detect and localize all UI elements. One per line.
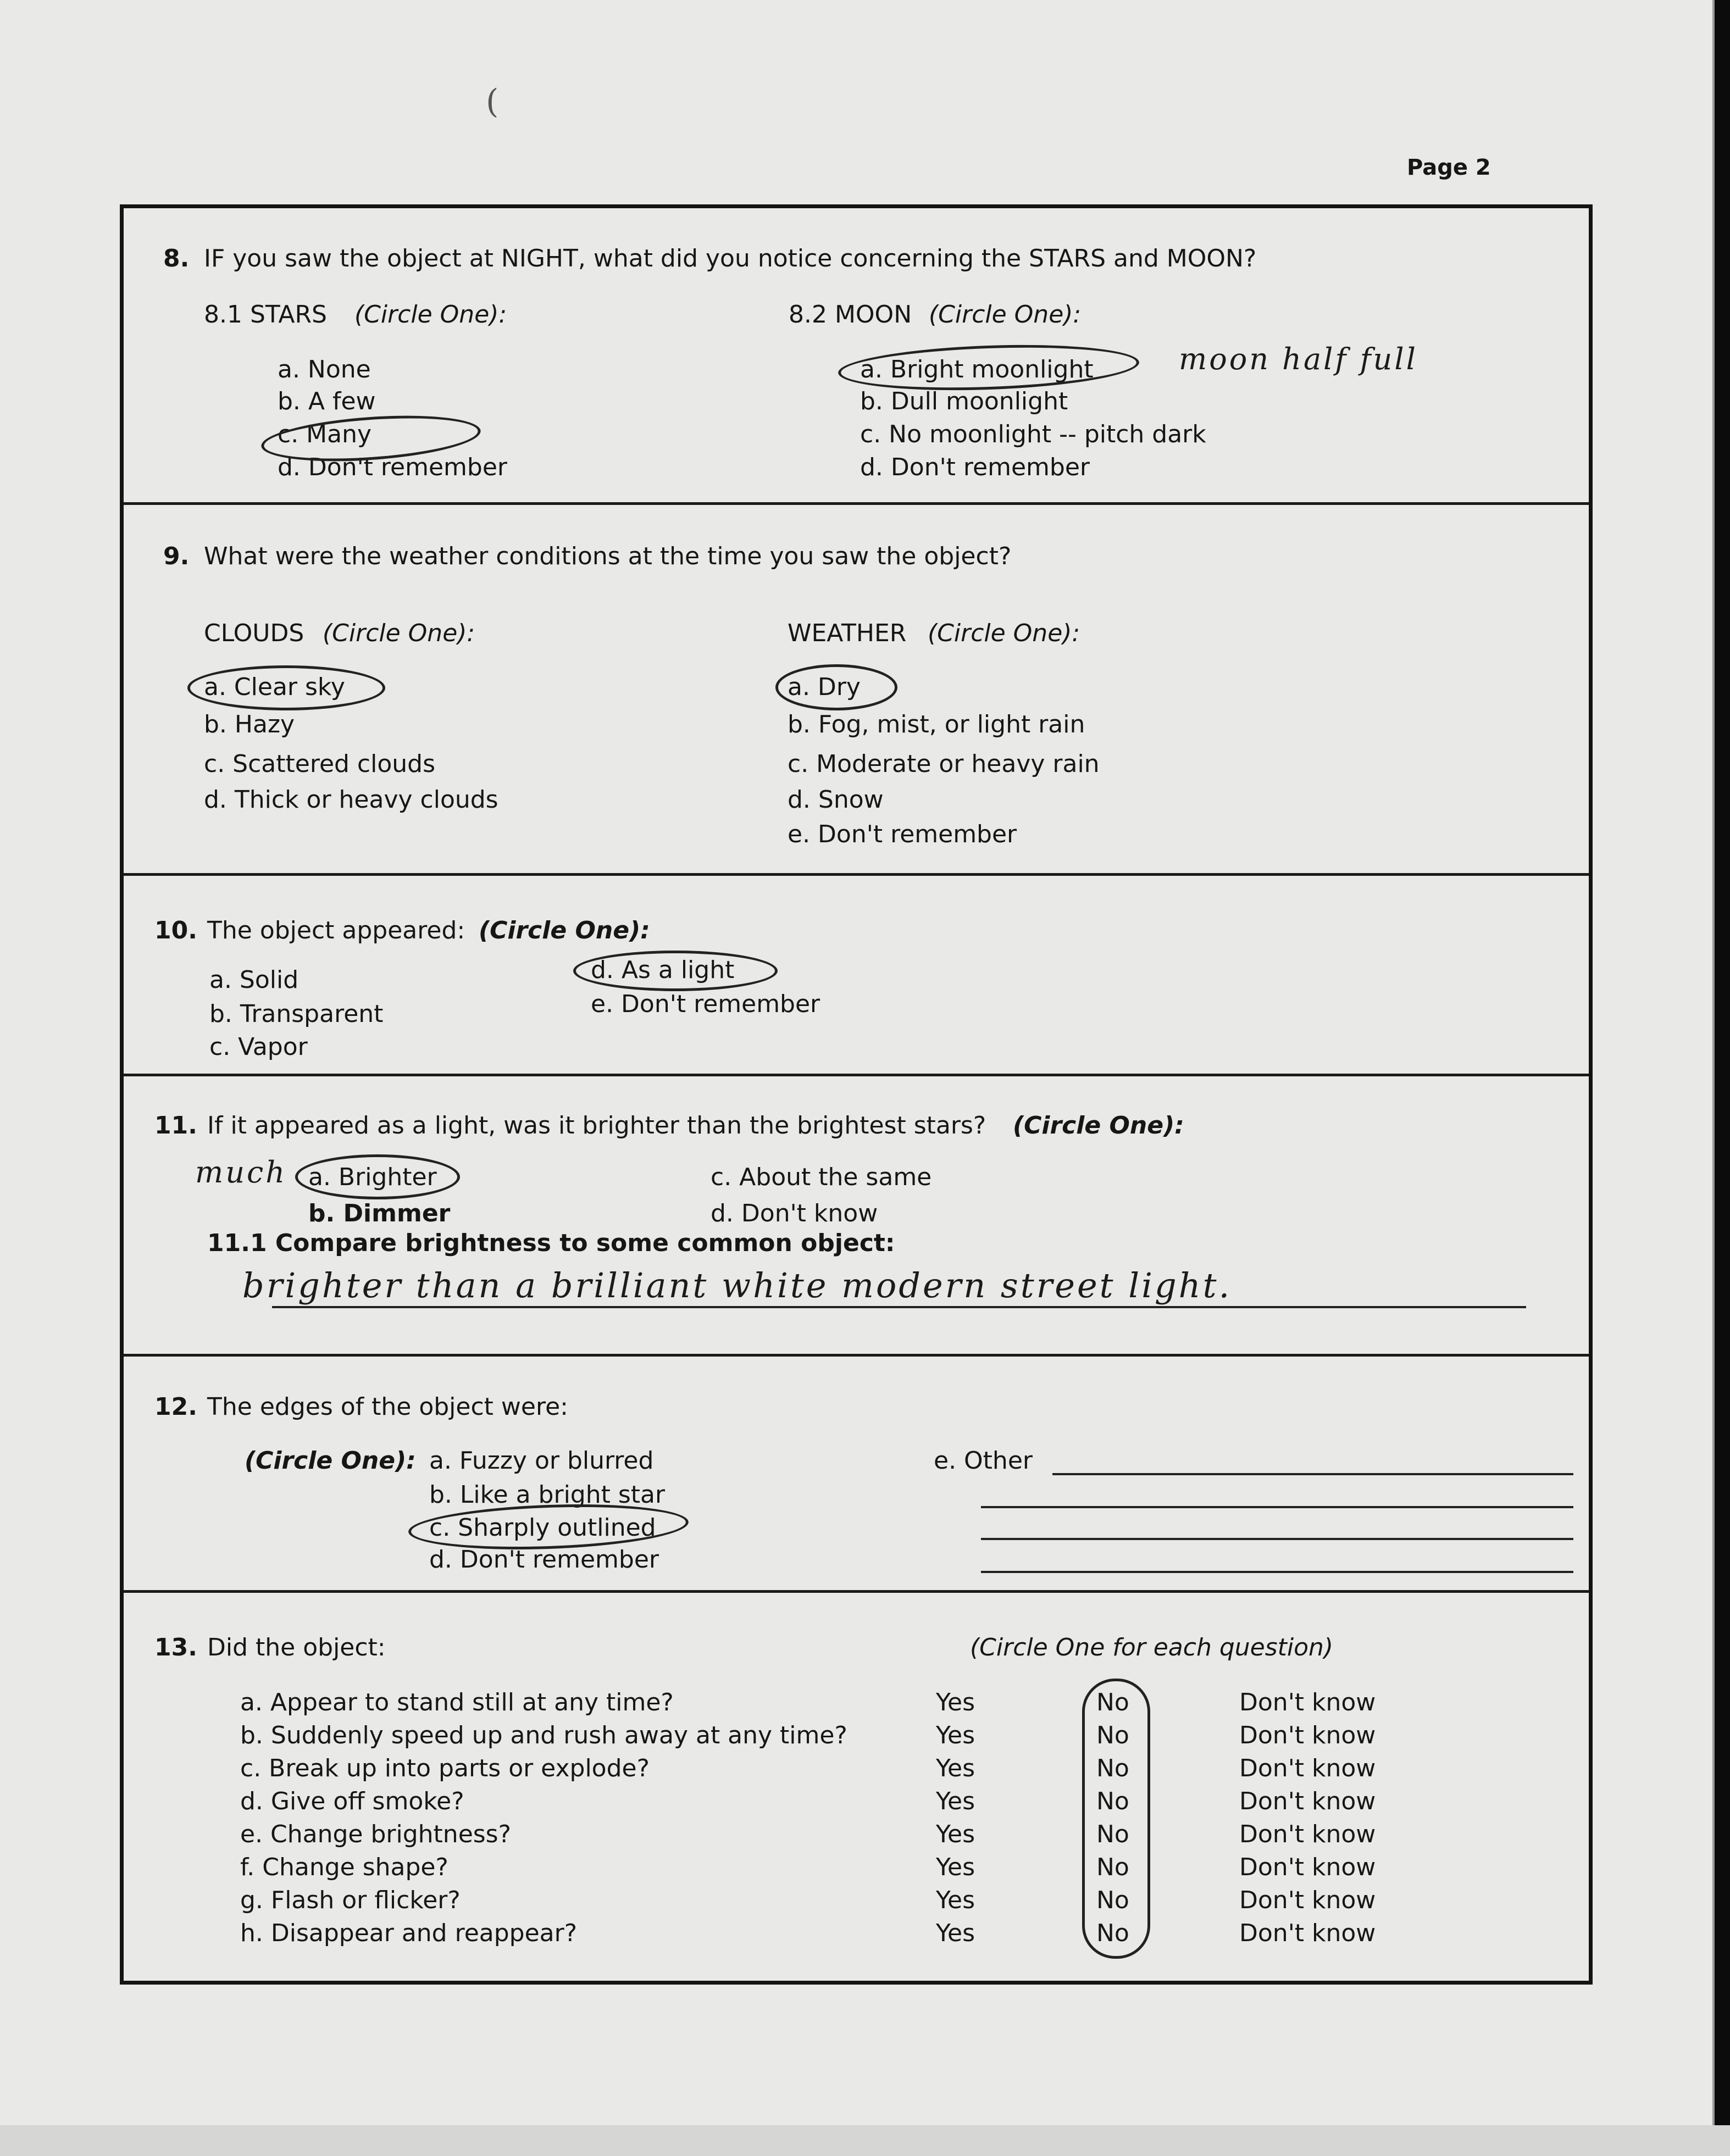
option-item[interactable]: b. Dimmer: [308, 1199, 451, 1227]
list-item: e. Change brightness?: [240, 1820, 511, 1848]
weather-label: WEATHER: [788, 619, 907, 647]
dont-know-option[interactable]: Don't know: [1239, 1820, 1376, 1848]
list-item: h. Disappear and reappear?: [240, 1919, 578, 1947]
dont-know-option[interactable]: Don't know: [1239, 1886, 1376, 1914]
question-text: IF you saw the object at NIGHT, what did you notice concerning the STARS and MOON?: [204, 245, 1257, 273]
question-text: The edges of the object were:: [207, 1393, 568, 1421]
dont-know-option[interactable]: Don't know: [1239, 1721, 1376, 1749]
yes-option[interactable]: Yes: [936, 1688, 975, 1716]
yes-option[interactable]: Yes: [936, 1787, 975, 1815]
question-10-section: [124, 876, 1589, 1076]
scan-edge-shadow: [1712, 0, 1715, 2156]
option-item[interactable]: b. Fog, mist, or light rain: [788, 710, 1085, 738]
option-item[interactable]: d. Snow: [788, 786, 884, 814]
list-item: b. Suddenly speed up and rush away at any time?: [240, 1721, 847, 1749]
other-line[interactable]: [981, 1571, 1573, 1573]
option-item[interactable]: c. Many: [278, 420, 372, 448]
option-item[interactable]: a. Brighter: [308, 1163, 437, 1191]
sub-question-label: 11.1 Compare brightness to some common object:: [207, 1229, 895, 1257]
dont-know-option[interactable]: Don't know: [1239, 1688, 1376, 1716]
question-text: If it appeared as a light, was it brighter than the brightest stars?: [207, 1112, 986, 1140]
stars-label: 8.1 STARS: [204, 301, 327, 329]
option-item[interactable]: c. Vapor: [209, 1033, 308, 1061]
yes-option[interactable]: Yes: [936, 1853, 975, 1881]
list-item: g. Flash or flicker?: [240, 1886, 461, 1914]
option-item[interactable]: d. As a light: [591, 956, 735, 984]
list-item: c. Break up into parts or explode?: [240, 1754, 650, 1782]
answer-circle: [295, 1154, 460, 1199]
question-number: 13.: [154, 1633, 197, 1662]
question-11-section: [124, 1076, 1589, 1357]
question-number: 11.: [154, 1112, 197, 1140]
no-option[interactable]: No: [1096, 1919, 1129, 1947]
answer-circle: [573, 951, 778, 991]
question-instruction: (Circle One):: [245, 1447, 416, 1475]
question-text: The object appeared:: [207, 916, 465, 944]
question-number: 12.: [154, 1393, 197, 1421]
question-text: Did the object:: [207, 1633, 386, 1662]
option-item[interactable]: b. Transparent: [209, 1000, 384, 1028]
option-item[interactable]: a. Bright moonlight: [860, 355, 1094, 384]
yes-option[interactable]: Yes: [936, 1820, 975, 1848]
question-instruction: (Circle One):: [1013, 1112, 1184, 1140]
option-item[interactable]: a. Dry: [788, 673, 861, 701]
stray-mark: (: [486, 82, 499, 121]
question-9-section: [124, 505, 1589, 876]
answer-line: [272, 1306, 1526, 1308]
question-number: 8.: [163, 245, 190, 273]
no-option[interactable]: No: [1096, 1721, 1129, 1749]
other-label: e. Other: [934, 1447, 1033, 1475]
yes-option[interactable]: Yes: [936, 1886, 975, 1914]
option-item[interactable]: c. Sharply outlined: [429, 1514, 656, 1542]
question-text: What were the weather conditions at the time you saw the object?: [204, 542, 1012, 570]
stars-instruction: (Circle One):: [354, 301, 507, 329]
weather-instruction: (Circle One):: [928, 619, 1080, 647]
no-option[interactable]: No: [1096, 1820, 1129, 1848]
clouds-instruction: (Circle One):: [323, 619, 475, 647]
question-number: 9.: [163, 542, 190, 570]
dont-know-option[interactable]: Don't know: [1239, 1754, 1376, 1782]
answer-circle: [1082, 1679, 1150, 1959]
option-item[interactable]: c. No moonlight -- pitch dark: [860, 420, 1206, 448]
no-option[interactable]: No: [1096, 1853, 1129, 1881]
option-item[interactable]: b. Hazy: [204, 710, 295, 738]
option-item[interactable]: c. Scattered clouds: [204, 750, 436, 778]
scan-bottom-band: [0, 2125, 1730, 2156]
answer-circle: [775, 664, 897, 710]
dont-know-option[interactable]: Don't know: [1239, 1853, 1376, 1881]
question-instruction: (Circle One):: [479, 916, 650, 944]
handwritten-answer: brighter than a brilliant white modern street light.: [242, 1265, 1232, 1305]
option-item[interactable]: a. Fuzzy or blurred: [429, 1447, 654, 1475]
no-option[interactable]: No: [1096, 1754, 1129, 1782]
other-line[interactable]: [981, 1506, 1573, 1508]
list-item: f. Change shape?: [240, 1853, 448, 1881]
option-item[interactable]: e. Don't remember: [788, 820, 1017, 848]
option-item[interactable]: d. Don't remember: [860, 453, 1090, 481]
list-item: a. Appear to stand still at any time?: [240, 1688, 674, 1716]
option-item[interactable]: c. About the same: [711, 1163, 932, 1191]
handwritten-note: much: [195, 1155, 287, 1190]
option-item[interactable]: b. Dull moonlight: [860, 387, 1068, 415]
scan-dark-edge: [1715, 0, 1730, 2156]
question-12-section: [124, 1357, 1589, 1593]
option-item[interactable]: a. Clear sky: [204, 673, 345, 701]
option-item[interactable]: d. Don't remember: [429, 1546, 659, 1574]
option-item[interactable]: d. Thick or heavy clouds: [204, 786, 498, 814]
question-number: 10.: [154, 916, 197, 944]
yes-option[interactable]: Yes: [936, 1919, 975, 1947]
question-8-section: [124, 208, 1589, 505]
option-item[interactable]: a. Solid: [209, 966, 299, 994]
moon-label: 8.2 MOON: [789, 301, 912, 329]
no-option[interactable]: No: [1096, 1787, 1129, 1815]
option-item[interactable]: b. Like a bright star: [429, 1481, 666, 1509]
question-13-section: [124, 1593, 1589, 1988]
dont-know-option[interactable]: Don't know: [1239, 1919, 1376, 1947]
handwritten-note: moon half full: [1179, 342, 1418, 376]
yes-option[interactable]: Yes: [936, 1721, 975, 1749]
no-option[interactable]: No: [1096, 1886, 1129, 1914]
questionnaire-form: [120, 204, 1593, 1985]
dont-know-option[interactable]: Don't know: [1239, 1787, 1376, 1815]
clouds-label: CLOUDS: [204, 619, 304, 647]
no-option[interactable]: No: [1096, 1688, 1129, 1716]
option-item[interactable]: d. Don't remember: [278, 453, 507, 481]
answer-circle: [838, 340, 1140, 394]
option-item[interactable]: c. Moderate or heavy rain: [788, 750, 1100, 778]
moon-instruction: (Circle One):: [929, 301, 1082, 329]
other-line[interactable]: [1052, 1473, 1573, 1475]
option-item[interactable]: d. Don't know: [711, 1199, 878, 1227]
other-line[interactable]: [981, 1538, 1573, 1540]
option-item[interactable]: b. A few: [278, 387, 376, 415]
list-item: d. Give off smoke?: [240, 1787, 464, 1815]
page-number: Page 2: [1407, 155, 1491, 180]
question-instruction: (Circle One for each question): [970, 1633, 1334, 1662]
option-item[interactable]: e. Don't remember: [591, 990, 820, 1018]
answer-circle: [187, 665, 385, 710]
yes-option[interactable]: Yes: [936, 1754, 975, 1782]
option-item[interactable]: a. None: [278, 355, 371, 384]
